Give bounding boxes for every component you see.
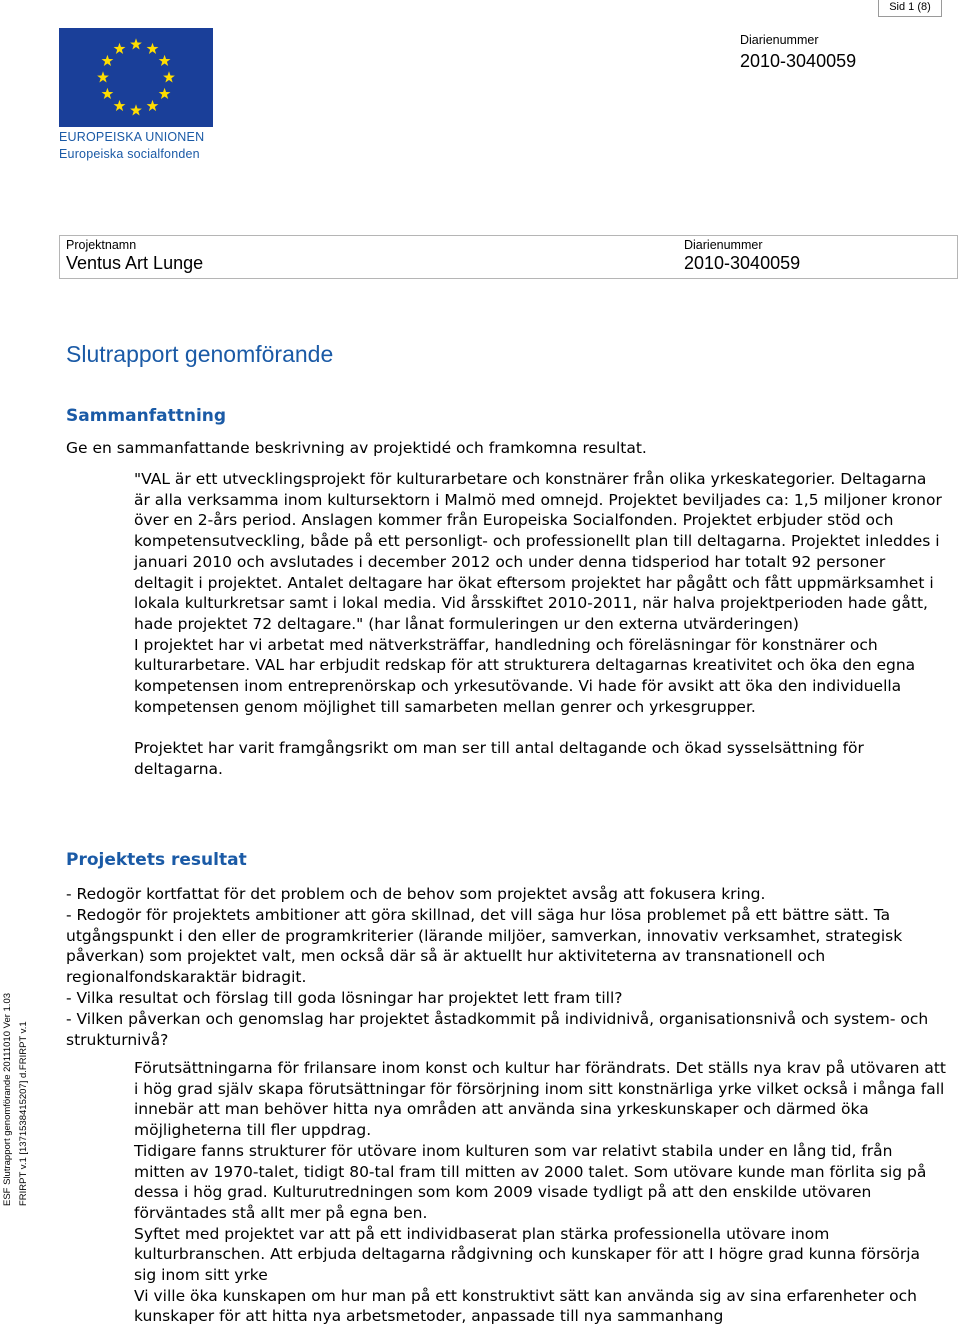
results-instruction: - Vilken påverkan och genomslag har projektet åstadkommit på individnivå, organisationsnivå och system- och strukturnivå? bbox=[66, 1009, 929, 1049]
results-paragraph: Förutsättningarna för frilansare inom konst och kultur har förändrats. Det ställs nya krav på utövaren att i hög grad själv skapa förutsättningar för försörjning inom sitt konstnärliga yrke vilket också i många fall innebär att man behöver hitta nya områden att använda sina yrkeskunskaper och därmed öka möjligheterna till fler uppdrag. bbox=[134, 1059, 946, 1140]
summary-paragraph: Projektet har varit framgångsrikt om man ser till antal deltagande och ökad sysselsättning för deltagarna. bbox=[134, 739, 864, 778]
document-title: Slutrapport genomförande bbox=[66, 341, 334, 367]
summary-instruction: Ge en sammanfattande beskrivning av projektidé och framkomna resultat. bbox=[66, 439, 647, 457]
page-number: Sid 1 (8) bbox=[878, 0, 942, 17]
header-reg-number: 2010-3040059 bbox=[740, 51, 857, 71]
results-paragraph: Vi ville öka kunskapen om hur man på ett konstruktivt sätt kan använda sig av sina erfarenheter och kunskaper för att hitta nya arbetsmetoder, anpassade till nya sammanhang bbox=[134, 1286, 917, 1326]
results-heading: Projektets resultat bbox=[66, 850, 247, 870]
margin-doc-id: FRIRPT v.1 [1371538415207] d.FRIRPT v.1 bbox=[18, 1021, 29, 1206]
summary-body bbox=[134, 469, 946, 780]
project-name-cell bbox=[66, 236, 203, 274]
summary-paragraph: I projektet har vi arbetat med nätverksträffar, handledning och föreläsningar för konstnärer och kulturarbetare. VAL har erbjudit redskap för att strukturera deltagarnas kreativitet och öka den egna kompetensen inom entreprenörskap och yrkesutövande. Vi hade för avsikt att öka den individuella kompetensen genom möjlighet till samarbeten mellan genrer och yrkesgrupper. bbox=[134, 635, 916, 716]
project-reg-cell bbox=[684, 236, 800, 274]
project-reg-number: 2010-3040059 bbox=[684, 253, 801, 273]
eu-flag-icon bbox=[59, 28, 213, 127]
project-name: Ventus Art Lunge bbox=[66, 253, 204, 273]
project-name-label: Projektnamn bbox=[66, 238, 137, 252]
eu-logo bbox=[59, 28, 213, 161]
header-registration bbox=[740, 29, 856, 72]
summary-paragraph: "VAL är ett utvecklingsprojekt för kulturarbetare och konstnärer från olika yrkeskategorier. Deltagarna är alla verksamma inom kultursektorn i Malmö med omnejd. Projektet beviljades ca: 1,5 miljoner kronor över en 2-års period. Anslagen kommer från Europeiska Socialfonden. Projektet erbjuder stöd och kompetensutveckling, både på ett personligt- och professionellt plan till deltagarna. Projektet inleddes i januari 2010 och avslutades i december 2012 och under denna tidsperiod har totalt 92 personer deltagit i projektet. Antalet deltagare har ökat eftersom projektet har pågått och fått uppmärksamhet i lokala kulturkretsar samt i lokal media. Vid årsskiftet 2010-2011, när halva projektperioden hade gått, hade projektet 72 deltagare." (har lånat formuleringen ur den externa utvärderingen) bbox=[134, 470, 942, 633]
results-instruction: - Redogör för projektets ambitioner att göra skillnad, det vill säga hur lösa problemet på ett bättre sätt. Ta utgångspunkt i den eller de programkriterier (lärande miljöer, samverkan, innovativ verksamhet, strategisk påverkan) som projektet valt, men också där så är aktuellt hur aktiviteterna av transnationell och regionalfondskaraktär bidragit. bbox=[66, 905, 903, 987]
results-body bbox=[134, 1058, 946, 1327]
eu-logo-line2: Europeiska socialfonden bbox=[59, 147, 200, 161]
project-info-box bbox=[59, 235, 958, 279]
margin-form-code: ESF Slutrapport genomförande 20111010 Ver 1.03 bbox=[2, 992, 13, 1206]
header-reg-label: Diarienummer bbox=[740, 33, 819, 47]
results-instruction: - Vilka resultat och förslag till goda lösningar har projektet lett fram till? bbox=[66, 988, 623, 1007]
project-reg-label: Diarienummer bbox=[684, 238, 763, 252]
eu-logo-line1: EUROPEISKA UNIONEN bbox=[59, 130, 205, 144]
summary-heading: Sammanfattning bbox=[66, 406, 227, 426]
results-paragraph: Tidigare fanns strukturer för utövare inom kulturen som var relativt stabila under en lång tid, från mitten av 1970-talet, tidigt 80-tal fram till mitten av 2000 talet. Som utövare kunde man förlita sig på dessa i hög grad. Kulturutredningen som kom 2009 visade tydligt på att den enskilde utövaren förväntades stå allt mer på egna ben. bbox=[134, 1141, 927, 1222]
results-instructions bbox=[66, 884, 946, 1050]
results-instruction: - Redogör kortfattat för det problem och de behov som projektet avsåg att fokusera kring. bbox=[66, 885, 766, 903]
results-paragraph: Syftet med projektet var att på ett individbaserat plan stärka professionella utövare inom kulturbranschen. Att erbjuda deltagarna rådgivning och kunskaper för att I högre grad kunna försörja sig inom sitt yrke bbox=[134, 1224, 921, 1285]
